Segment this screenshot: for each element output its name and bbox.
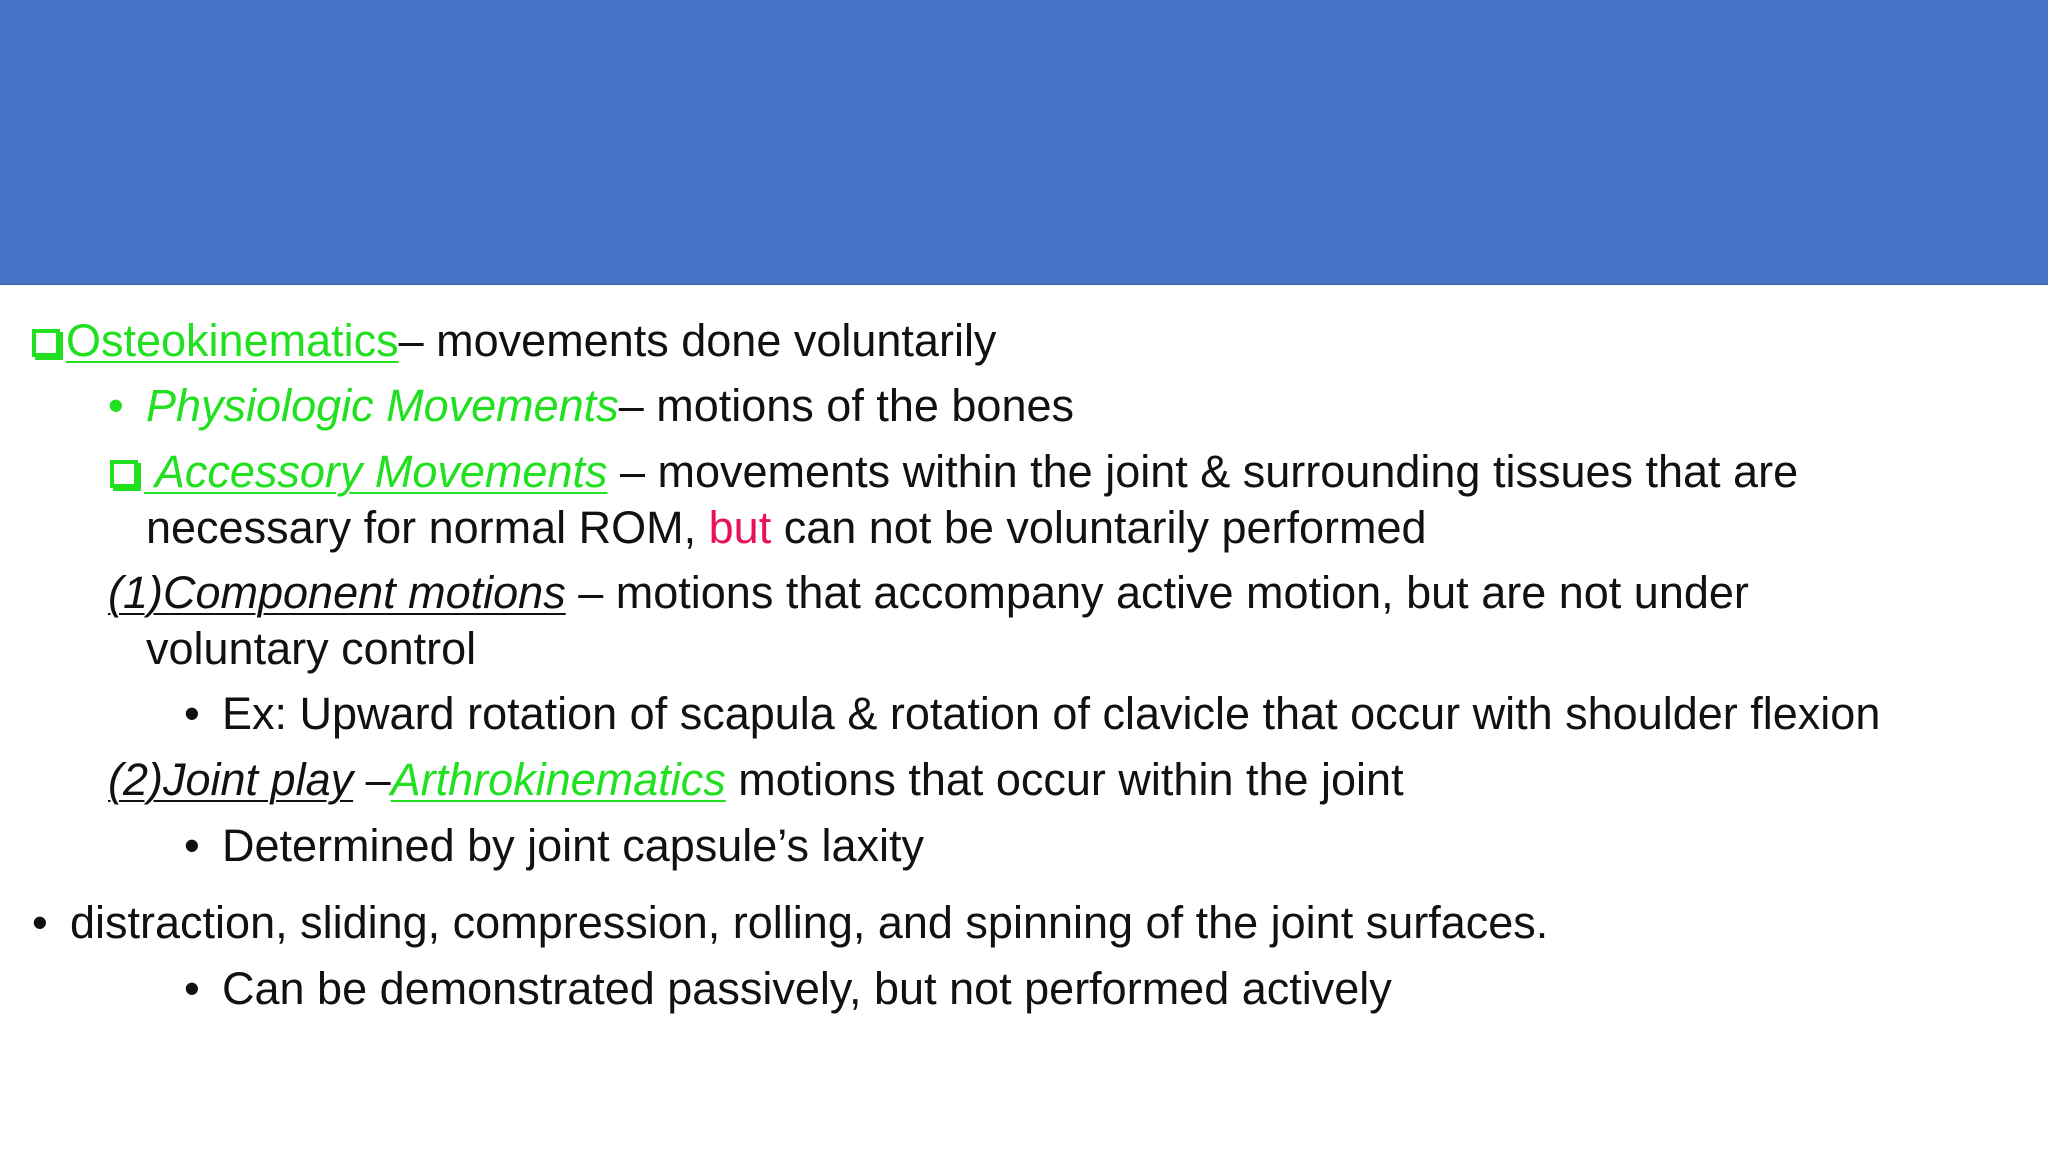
definition-text: – motions of the bones <box>618 380 1074 431</box>
definition-text: – motions that accompany active motion, but are not under <box>565 567 1749 618</box>
bullet-accessory-movements <box>110 444 1798 500</box>
bullet-physiologic-movements <box>108 378 1074 434</box>
term-physiologic-movements: Physiologic Movements <box>146 380 619 431</box>
bullet-example <box>184 686 1880 742</box>
highlight-but: but <box>708 502 772 553</box>
bullet-text: Can be demonstrated passively, but not performed actively <box>222 963 1392 1014</box>
accessory-continuation <box>146 500 1427 556</box>
bullet-distraction <box>32 895 1548 951</box>
continuation-text: can not be voluntarily performed <box>771 502 1427 553</box>
continuation-text: necessary for normal ROM, <box>146 502 709 553</box>
example-text: Ex: Upward rotation of scapula & rotation of clavicle that occur with shoulder flexion <box>222 688 1881 739</box>
bullet-osteokinematics <box>32 313 996 369</box>
bullet-dot-icon: • <box>184 688 200 739</box>
checkbox-bullet-icon <box>32 329 60 357</box>
definition-text: – movements done voluntarily <box>398 315 997 366</box>
checkbox-bullet-icon <box>110 460 138 488</box>
item-component-motions <box>108 565 1749 621</box>
term-joint-play: (2)Joint play <box>108 754 354 805</box>
bullet-dot-icon: • <box>184 820 200 871</box>
term-accessory-movements: Accessory Movements <box>144 446 608 497</box>
term-arthrokinematics: Arthrokinematics <box>390 754 726 805</box>
bullet-demonstrated <box>184 961 1392 1017</box>
component-continuation <box>146 621 476 677</box>
bullet-dot-icon: • <box>108 380 124 431</box>
bullet-dot-icon: • <box>184 963 200 1014</box>
continuation-text: voluntary control <box>146 623 477 674</box>
definition-text: – movements within the joint & surrounding tissues that are <box>607 446 1799 497</box>
dash-text: – <box>353 754 391 805</box>
bullet-determined <box>184 818 924 874</box>
term-component-motions: (1)Component motions <box>108 567 566 618</box>
bullet-text: distraction, sliding, compression, rolling, and spinning of the joint surfaces. <box>70 897 1549 948</box>
term-osteokinematics: Osteokinematics <box>66 315 399 366</box>
bullet-text: Determined by joint capsule’s laxity <box>222 820 925 871</box>
definition-text: motions that occur within the joint <box>725 754 1404 805</box>
bullet-dot-icon: • <box>32 897 48 948</box>
item-joint-play <box>108 752 1404 808</box>
